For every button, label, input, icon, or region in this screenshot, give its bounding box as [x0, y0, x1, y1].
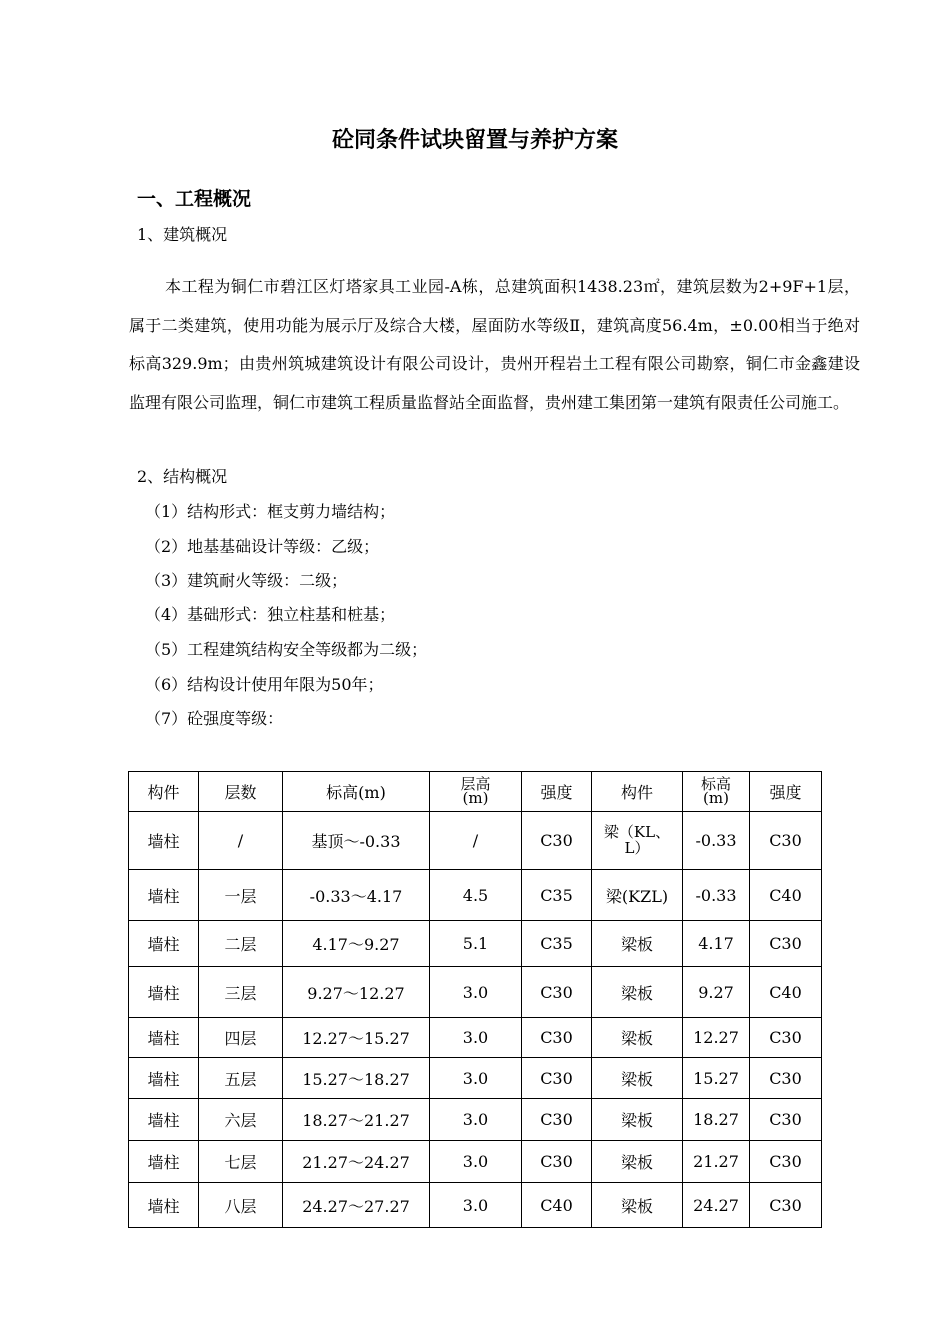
- table-cell: C30: [522, 1099, 592, 1141]
- list-item: （3）建筑耐火等级：二级；: [145, 571, 348, 590]
- table-cell: C30: [522, 967, 592, 1018]
- table-cell: 五层: [199, 1058, 283, 1099]
- table-cell: 9.27: [683, 967, 750, 1018]
- table-cell: 12.27: [683, 1018, 750, 1058]
- table-cell: 4.5: [430, 870, 522, 921]
- table-cell: 24.27: [683, 1183, 750, 1228]
- table-cell: 21.27: [683, 1141, 750, 1183]
- table-cell: 3.0: [430, 1099, 522, 1141]
- table-cell: 3.0: [430, 1058, 522, 1099]
- table-row: [129, 1058, 822, 1099]
- list-item: （1）结构形式：框支剪力墙结构；: [145, 502, 396, 521]
- table-cell: /: [199, 812, 283, 870]
- table-cell: C30: [522, 1141, 592, 1183]
- table-cell: C30: [750, 1058, 822, 1099]
- table-cell: 墙柱: [129, 967, 199, 1018]
- concrete-strength-table: [128, 771, 822, 1228]
- table-cell: C35: [522, 921, 592, 967]
- table-cell: 3.0: [430, 1018, 522, 1058]
- table-cell: 一层: [199, 870, 283, 921]
- table-cell: 梁板: [592, 1058, 683, 1099]
- table-cell: 21.27～24.27: [283, 1141, 430, 1183]
- table-cell: 七层: [199, 1141, 283, 1183]
- list-item: （7）砼强度等级：: [145, 709, 284, 728]
- table-cell: 5.1: [430, 921, 522, 967]
- table-cell: C30: [750, 1018, 822, 1058]
- list-item: （5）工程建筑结构安全等级都为二级；: [145, 640, 428, 659]
- document-title: 砼同条件试块留置与养护方案: [331, 128, 618, 153]
- table-cell: 墙柱: [129, 1141, 199, 1183]
- table-cell: 墙柱: [129, 1183, 199, 1228]
- table-cell: 墙柱: [129, 921, 199, 967]
- table-cell: 梁（KL、L）: [592, 812, 683, 870]
- table-cell: C30: [750, 1183, 822, 1228]
- table-cell: 梁板: [592, 1183, 683, 1228]
- table-cell: C40: [750, 967, 822, 1018]
- table-cell: 12.27～15.27: [283, 1018, 430, 1058]
- table-cell: C30: [750, 1099, 822, 1141]
- table-cell: 梁板: [592, 967, 683, 1018]
- header-cell: 构件: [129, 772, 199, 812]
- table-row: [129, 1141, 822, 1183]
- table-cell: 3.0: [430, 1183, 522, 1228]
- table-cell: /: [430, 812, 522, 870]
- header-cell: 标高(m): [683, 772, 750, 812]
- table-cell: C30: [522, 1018, 592, 1058]
- table-cell: -0.33: [683, 812, 750, 870]
- table-cell: 24.27～27.27: [283, 1183, 430, 1228]
- header-cell: 标高(m): [283, 772, 430, 812]
- table-cell: 墙柱: [129, 1018, 199, 1058]
- table-cell: 15.27～18.27: [283, 1058, 430, 1099]
- table-cell: C30: [750, 812, 822, 870]
- table-cell: C40: [522, 1183, 592, 1228]
- table-cell: 梁(KZL): [592, 870, 683, 921]
- list-item: （4）基础形式：独立柱基和桩基；: [145, 605, 396, 624]
- table-row: [129, 1099, 822, 1141]
- table-cell: 三层: [199, 967, 283, 1018]
- table-row: [129, 921, 822, 967]
- section-heading: 一、工程概况: [137, 188, 252, 210]
- list-item: （2）地基基础设计等级：乙级；: [145, 537, 380, 556]
- subsection-heading: 1、建筑概况: [137, 225, 228, 244]
- table-cell: 4.17～9.27: [283, 921, 430, 967]
- table-cell: C40: [750, 870, 822, 921]
- table-cell: 梁板: [592, 1099, 683, 1141]
- subsection-heading: 2、结构概况: [137, 467, 228, 486]
- overview-paragraph: 本工程为铜仁市碧江区灯塔家具工业园-A栋，总建筑面积1438.23㎡，建筑层数为2+9F+1层，属于二类建筑，使用功能为展示厅及综合大楼，屋面防水等级Ⅱ，建筑高度56.4m，±0.00相当于绝对标高329.9m；由贵州筑城建筑设计有限公司设计，贵州开程岩土工程有限公司勘察，铜仁市金鑫建设监理有限公司监理，铜仁市建筑工程质量监督站全面监督，贵州建工集团第一建筑有限责任公司施工。: [129, 277, 860, 412]
- table-row: [129, 1018, 822, 1058]
- table-cell: 4.17: [683, 921, 750, 967]
- table-row: [129, 812, 822, 870]
- table-cell: -0.33～4.17: [283, 870, 430, 921]
- table-cell: 梁板: [592, 921, 683, 967]
- table-cell: C30: [750, 1141, 822, 1183]
- table-cell: 3.0: [430, 967, 522, 1018]
- table-cell: 六层: [199, 1099, 283, 1141]
- table-cell: 四层: [199, 1018, 283, 1058]
- table-cell: C30: [522, 812, 592, 870]
- table-cell: 15.27: [683, 1058, 750, 1099]
- table-row: [129, 870, 822, 921]
- table-cell: 墙柱: [129, 870, 199, 921]
- header-cell: 构件: [592, 772, 683, 812]
- table-row: [129, 967, 822, 1018]
- header-cell: 层高(m): [430, 772, 522, 812]
- header-cell: 强度: [750, 772, 822, 812]
- table-header-row: [129, 772, 822, 812]
- table-cell: C30: [750, 921, 822, 967]
- table-cell: 二层: [199, 921, 283, 967]
- list-item: （6）结构设计使用年限为50年；: [145, 675, 384, 694]
- table-cell: 墙柱: [129, 812, 199, 870]
- header-cell: 层数: [199, 772, 283, 812]
- table-cell: 18.27: [683, 1099, 750, 1141]
- table-cell: 梁板: [592, 1141, 683, 1183]
- table-cell: -0.33: [683, 870, 750, 921]
- table-cell: C35: [522, 870, 592, 921]
- header-cell: 强度: [522, 772, 592, 812]
- table-row: [129, 1183, 822, 1228]
- table-cell: 9.27～12.27: [283, 967, 430, 1018]
- table-cell: 梁板: [592, 1018, 683, 1058]
- table-cell: 3.0: [430, 1141, 522, 1183]
- table-cell: C30: [522, 1058, 592, 1099]
- table-cell: 墙柱: [129, 1099, 199, 1141]
- table-cell: 18.27～21.27: [283, 1099, 430, 1141]
- table-cell: 墙柱: [129, 1058, 199, 1099]
- table-cell: 基顶～-0.33: [283, 812, 430, 870]
- table-cell: 八层: [199, 1183, 283, 1228]
